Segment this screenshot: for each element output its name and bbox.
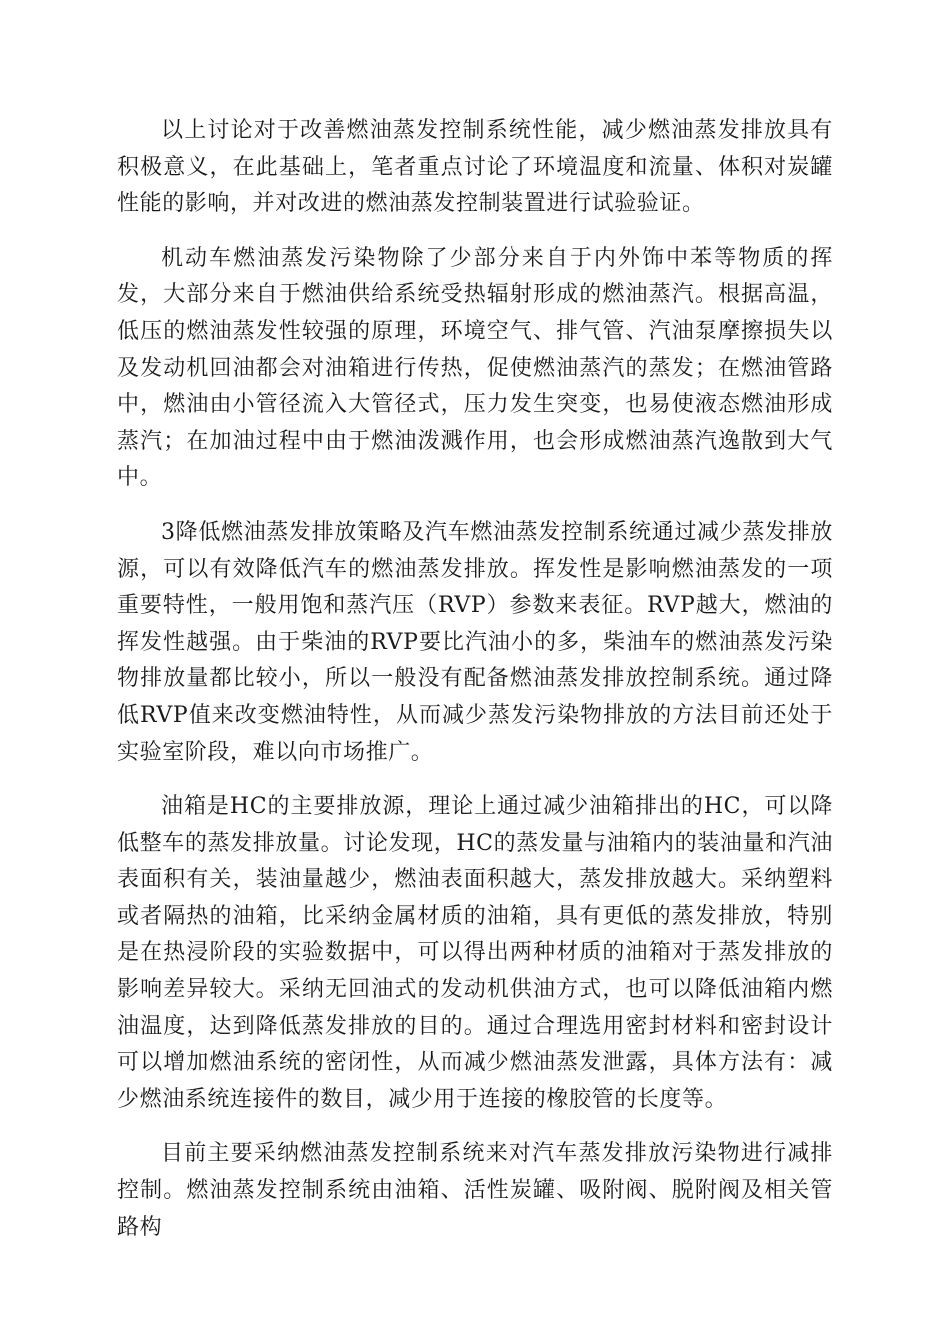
paragraph-1: 以上讨论对于改善燃油蒸发控制系统性能，减少燃油蒸发排放具有积极意义，在此基础上，笔者重点讨论了环境温度和流量、体积对炭罐性能的影响，并对改进的燃油蒸发控制装置进行试验验证。 [117, 118, 833, 217]
paragraph-3: 3降低燃油蒸发排放策略及汽车燃油蒸发控制系统通过减少蒸发排放源，可以有效降低汽车的燃油蒸发排放。挥发性是影响燃油蒸发的一项重要特性，一般用饱和蒸汽压（RVP）参数来表征。RVP越大，燃油的挥发性越强。由于柴油的RVP要比汽油小的多，柴油车的燃油蒸发污染物排放量都比较小，所以一般没有配备燃油蒸发排放控制系统。通过降低RVP值来改变燃油特性，从而减少蒸发污染物排放的方法目前还处于实验室阶段，难以向市场推广。 [117, 519, 833, 765]
paragraph-4: 油箱是HC的主要排放源，理论上通过减少油箱排出的HC，可以降低整车的蒸发排放量。讨论发现，HC的蒸发量与油箱内的装油量和汽油表面积有关，装油量越少，燃油表面积越大，蒸发排放越大。采纳塑料或者隔热的油箱，比采纳金属材质的油箱，具有更低的蒸发排放，特别是在热浸阶段的实验数据中，可以得出两种材质的油箱对于蒸发排放的影响差异较大。采纳无回油式的发动机供油方式，也可以降低油箱内燃油温度，达到降低蒸发排放的目的。通过合理选用密封材料和密封设计可以增加燃油系统的密闭性，从而减少燃油蒸发泄露，具体方法有：减少燃油系统连接件的数目，减少用于连接的橡胶管的长度等。 [117, 794, 833, 1112]
document-body [117, 113, 833, 1264]
paragraph-2: 机动车燃油蒸发污染物除了少部分来自于内外饰中苯等物质的挥发，大部分来自于燃油供给系统受热辐射形成的燃油蒸汽。根据高温，低压的燃油蒸发性较强的原理，环境空气、排气管、汽油泵摩擦损失以及发动机回油都会对油箱进行传热，促使燃油蒸汽的蒸发；在燃油管路中，燃油由小管径流入大管径式，压力发生突变，也易使液态燃油形成蒸汽；在加油过程中由于燃油泼溅作用，也会形成燃油蒸汽逸散到大气中。 [117, 245, 833, 491]
paragraph-5: 目前主要采纳燃油蒸发控制系统来对汽车蒸发排放污染物进行减排控制。燃油蒸发控制系统由油箱、活性炭罐、吸附阀、脱附阀及相关管路构 [117, 1141, 833, 1240]
